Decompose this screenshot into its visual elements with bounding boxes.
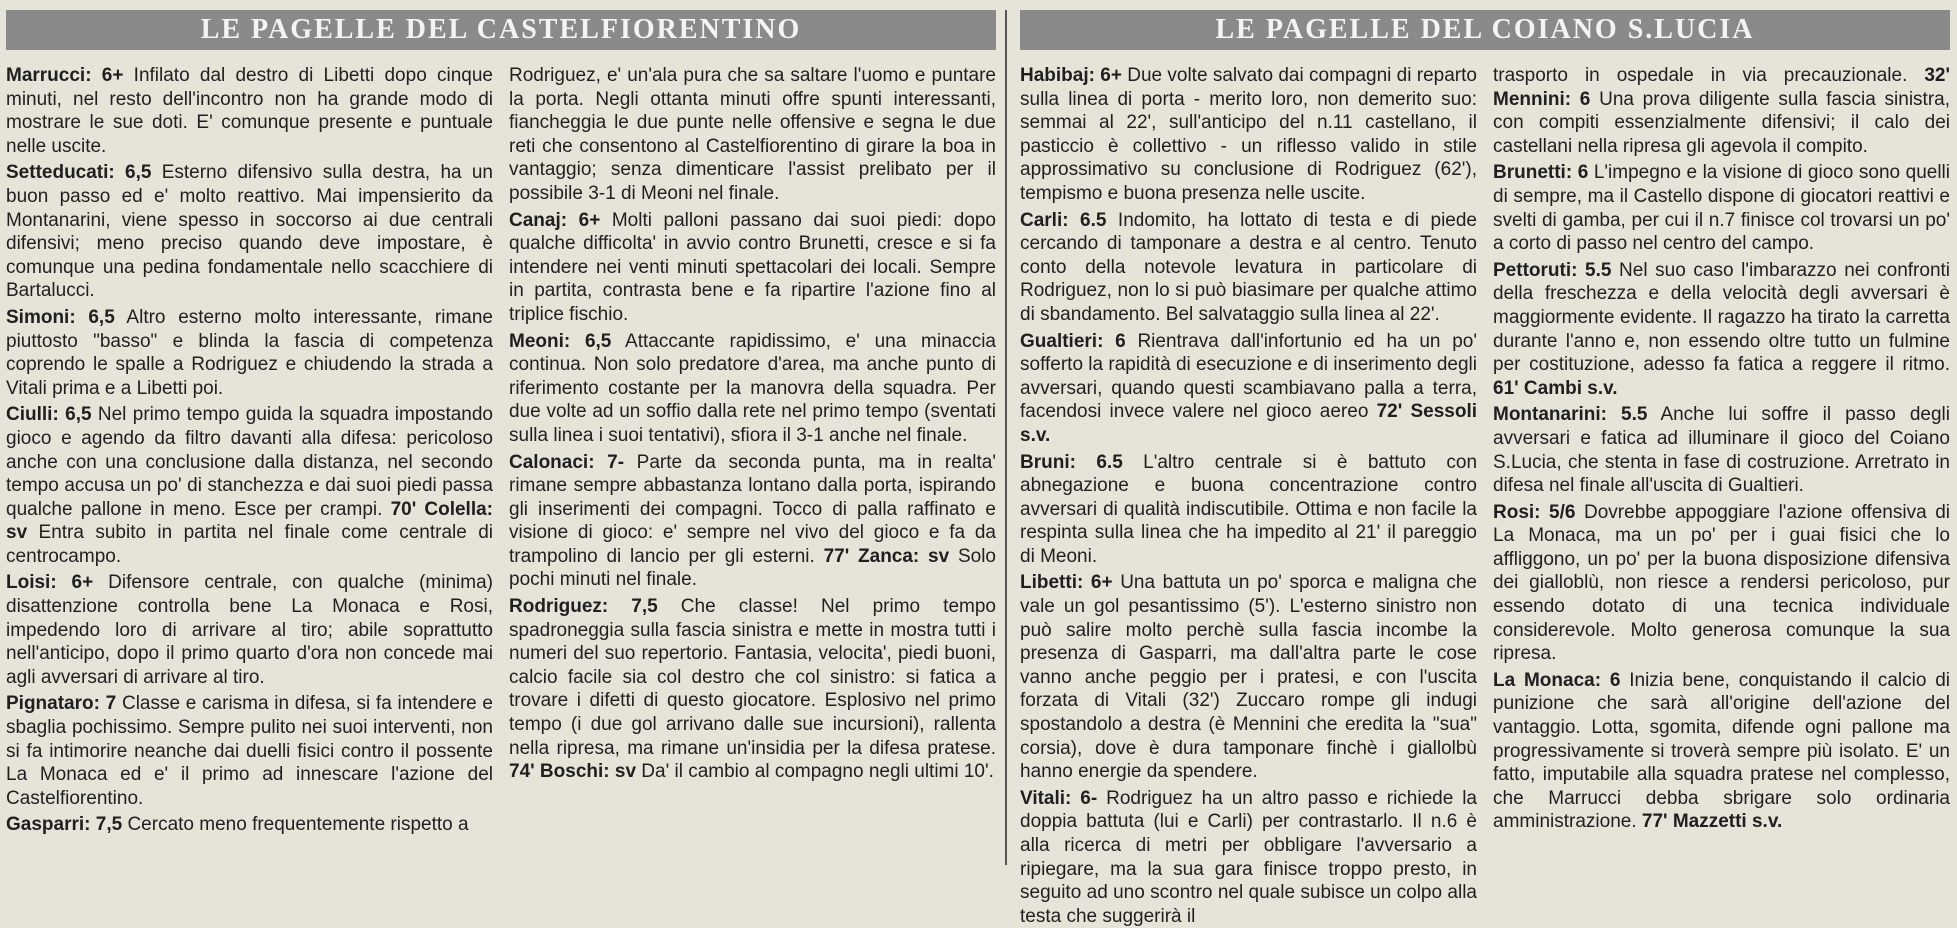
rating-text: Classe e carisma in difesa, si fa intendere e sbaglia pochissimo. Sempre pulito nei suoi interventi, non si fa intimorire neanche dai duelli fisici contro il possente La Monaca ed e' il primo ad innescare l'azione del Castelfiorentino. xyxy=(6,693,493,809)
player-rating xyxy=(509,64,996,206)
player-rating xyxy=(1493,669,1950,834)
player-rating xyxy=(6,161,493,303)
column xyxy=(1493,64,1950,864)
player-rating xyxy=(6,306,493,400)
player-name-score: Canaj: 6+ xyxy=(509,209,601,231)
rating-text: Cercato meno frequentemente rispetto a xyxy=(122,814,469,836)
column xyxy=(509,64,996,864)
rating-text: Solo pochi minuti nel finale. xyxy=(509,545,996,591)
player-name-score: Pettoruti: 5.5 xyxy=(1493,259,1612,281)
column-divider xyxy=(1005,10,1007,865)
rating-text: L'impegno e la visione di gioco sono quelli di sempre, ma il Castello dispone di giocatori reattivi e svelti di gamba, per cui il n.7 finisce col trovarsi un po' a corto di passo nel centro del campo. xyxy=(1493,162,1951,255)
player-name-score: Rosi: 5/6 xyxy=(1493,501,1576,523)
player-name-score: Bruni: 6.5 xyxy=(1020,451,1123,473)
player-name-score: 77' Mazzetti s.v. xyxy=(1641,811,1783,833)
player-rating xyxy=(1493,259,1950,401)
player-rating xyxy=(509,209,996,327)
castelfiorentino-ratings xyxy=(6,10,996,864)
rating-text: Molti palloni passano dai suoi piedi: dopo qualche difficolta' in avvio contro Brunetti, cresce e si fa intendere nei venti minuti spettacolari dei locali. Sempre in partita, contrasta bene e fa ripartire l'azione fino al triplice fischio. xyxy=(509,209,996,325)
rating-text: Una prova diligente sulla fascia sinistra, con compiti essenzialmente difensivi; il calo dei castellani nella ripresa gli agevola il compito. xyxy=(1493,88,1950,157)
rating-text: trasporto in ospedale in via precauzionale. xyxy=(1493,65,1925,86)
player-rating xyxy=(1020,787,1477,928)
player-rating xyxy=(6,692,493,810)
player-name-score: 61' Cambi s.v. xyxy=(1493,377,1618,399)
player-name-score: Rodriguez: 7,5 xyxy=(509,596,658,618)
rating-text: Parte da seconda punta, ma in realta' rimane sempre abbastanza lontano dalla porta, ispirando gli inserimenti dei compagni. Tocco di palla raffinato e visione di gioco: e' sempre nel vivo del gioco e fa da trampolino di lancio per gli esterni. xyxy=(509,451,996,567)
player-rating xyxy=(1493,161,1950,255)
player-name-score: Libetti: 6+ xyxy=(1020,572,1113,594)
player-name-score: Setteducati: 6,5 xyxy=(6,162,152,184)
column xyxy=(1020,64,1478,927)
rating-text: Nel suo caso l'imbarazzo nei confronti della freschezza e della velocità degli avversari è maggiormente evidente. Il ragazzo ha tirato la carretta durante l'anno e, non essendo oltre tutto un fulmine per costituzione, adesso fa fatica a reggere il ritmo. xyxy=(1493,259,1951,376)
player-rating xyxy=(1493,64,1950,158)
player-rating xyxy=(6,403,493,568)
player-name-score: Carli: 6.5 xyxy=(1020,209,1107,231)
rating-text: Dovrebbe appoggiare l'azione offensiva di La Monaca, ma un po' per i guai fisici che lo affliggono, un po' per la buona disposizione difensiva dei gialloblù, non riesce a rendersi pericoloso, pur essendo dotato di una tecnica individuale considerevole. Molto generosa comunque la sua ripresa. xyxy=(1493,501,1950,665)
player-rating xyxy=(6,813,493,837)
rating-text: Rodriguez ha un altro passo e richiede la doppia battuta (lui e Carli) per contrastarlo. Il n.6 è alla ricerca di metri per obbligare l'avversario a ripiegare, ma la sua gara finisce troppo presto, in seguito ad uno scontro nel quale subisce un colpo alla testa che suggerirà il xyxy=(1020,787,1477,927)
player-name-score: Gualtieri: 6 xyxy=(1020,330,1126,352)
player-rating xyxy=(1020,209,1477,327)
player-rating xyxy=(509,330,996,448)
rating-text: Altro esterno molto interessante, rimane piuttosto "basso" e blinda la fascia di competenza coprendo le spalle a Rodriguez e chiudendo la strada a Vitali prima e a Libetti poi. xyxy=(6,306,493,399)
player-rating xyxy=(1493,501,1950,666)
player-name-score: 70' Colella: sv xyxy=(6,498,494,544)
rating-text: Nel primo tempo guida la squadra impostando gioco e agendo da filtro davanti alla difesa: pericoloso anche con una conclusione dalla distanza, nel secondo tempo accusa un po' di stanchezza e dai suoi piedi passa qualche pallone in meno. Esce per crampi. xyxy=(6,404,493,520)
player-name-score: Marrucci: 6+ xyxy=(6,65,124,86)
rating-text: Attaccante rapidissimo, e' una minaccia continua. Non solo predatore d'area, ma anche punto di riferimento costante per la manovra della squadra. Per due volte ad un soffio dalla rete nel primo tempo (sventati sulla linea i suoi tentativi), sfiora il 3-1 anche nel finale. xyxy=(509,330,996,446)
player-name-score: Loisi: 6+ xyxy=(6,572,94,594)
rating-text: Da' il cambio al compagno negli ultimi 10'. xyxy=(636,761,994,783)
player-name-score: 77' Zanca: sv xyxy=(823,545,950,567)
player-rating xyxy=(6,64,493,158)
player-rating xyxy=(509,595,996,784)
player-name-score: Montanarini: 5.5 xyxy=(1493,404,1648,426)
player-name-score: 74' Boschi: sv xyxy=(509,761,637,783)
player-name-score: Habibaj: 6+ xyxy=(1020,65,1122,86)
rating-text: Una battuta un po' sporca e maligna che vale un gol pesantissimo (5'). L'esterno sinistro non può salire molto perchè sulla fascia incombe la presenza di Gasparri, ma dall'altra parte le cose vanno anche peggio per i pratesi, e con l'uscita forzata di Vitali (32') Zuccaro rompe gli indugi spostandolo a destra (è Mennini che eredita la "sua" corsia), dove è dura tamponare finchè i giallolbù hanno energie da spendere. xyxy=(1020,572,1477,783)
player-name-score: Vitali: 6- xyxy=(1020,787,1098,809)
rating-text: L'altro centrale si è battuto con abnegazione e buona concentrazione contro avversari di qualità indiscutibile. Ottima e non facile la respinta sulla linea che ha impedito al 21' il pareggio di Meoni. xyxy=(1020,451,1478,567)
coiano-ratings xyxy=(1020,10,1951,927)
player-rating xyxy=(509,451,996,593)
player-rating xyxy=(1020,571,1477,783)
rating-text: Entra subito in partita nel finale come centrale di centrocampo. xyxy=(6,522,493,567)
column xyxy=(6,64,493,864)
player-name-score: 72' Sessoli s.v. xyxy=(1020,401,1478,446)
rating-text: Esterno difensivo sulla destra, ha un buon passo ed e' molto reattivo. Mai impensierito da Montanarini, viene spesso in soccorso ai due centrali difensivi; meno preciso quando deve impostare, è comunque una pedina fondamentale nello scacchiere di Bartalucci. xyxy=(6,162,493,302)
rating-text: Che classe! Nel primo tempo spadroneggia sulla fascia sinistra e mette in mostra tutti i numeri del suo repertorio. Fantasia, velocita', piedi buoni, calcio facile sia col destro che col sinistro: si fatica a trovare i difetti di questo giocatore. Esplosivo nel primo tempo (i due gol arrivano dalle sue incursioni), rallenta nella ripresa, ma rimane un'insidia per la difesa pratese. xyxy=(509,596,996,759)
section-title: LE PAGELLE DEL CASTELFIORENTINO xyxy=(6,10,996,50)
player-name-score: Gasparri: 7,5 xyxy=(6,814,123,836)
player-name-score: Brunetti: 6 xyxy=(1493,162,1589,184)
player-rating xyxy=(1020,330,1477,448)
player-name-score: 32' Mennini: 6 xyxy=(1493,65,1950,110)
rating-text: Inizia bene, conquistando il calcio di punizione che sarà all'origine dell'azione del vantaggio. Lotta, sgomita, difende ogni pallone ma progressivamente si troverà sempre più isolato. E' un fatto, imputabile alla squadra pratese nel complesso, che Marrucci debba sbrigare solo ordinaria amministrazione. xyxy=(1493,669,1950,833)
rating-text: Anche lui soffre il passo degli avversari e fatica ad illuminare il gioco del Coiano S.Lucia, che stenta in fase di costruzione. Arretrato in difesa nel finale all'uscita di Gualtieri. xyxy=(1493,404,1951,497)
rating-text: Due volte salvato dai compagni di reparto sulla linea di porta - merito loro, non demerito suo: semmai al 22', sull'anticipo del n.11 castellano, il pasticcio è collettivo - un riflesso valido in stile approssimativo su conclusione di Rodriguez (62'), tempismo e buona presenza nelle uscite. xyxy=(1020,65,1477,204)
rating-text: Rientrava dall'infortunio ed ha un po' sofferto la rapidità di esecuzione e di inserimento degli avversari, quando questi scambiavano palla a terra, facendosi invece valere nel gioco aereo xyxy=(1020,330,1477,423)
player-name-score: Meoni: 6,5 xyxy=(509,330,612,352)
section-title: LE PAGELLE DEL COIANO S.LUCIA xyxy=(1020,10,1950,50)
player-rating xyxy=(1020,64,1477,206)
player-name-score: La Monaca: 6 xyxy=(1493,669,1621,691)
rating-text: Rodriguez, e' un'ala pura che sa saltare l'uomo e puntare la porta. Negli ottanta minuti offre spunti interessanti, fiancheggia le due punte nelle offensive e segna le due reti che consentono al Castelfiorentino di girare la boa in vantaggio; senza dimenticare l'assist prelibato per il possibile 3-1 di Meoni nel finale. xyxy=(509,65,996,204)
player-name-score: Ciulli: 6,5 xyxy=(6,404,92,426)
rating-text: Indomito, ha lottato di testa e di piede cercando di tamponare a destra e al centro. Tenuto conto della notevole levatura in particolare di Rodriguez, non lo si può biasimare per qualche attimo di sbandamento. Bel salvataggio sulla linea al 22'. xyxy=(1020,209,1477,325)
rating-text: Infilato dal destro di Libetti dopo cinque minuti, nel resto dell'incontro non ha grande modo di mostrare le sue doti. E' comunque presente e puntuale nelle uscite. xyxy=(6,65,493,157)
player-rating xyxy=(6,571,493,689)
player-name-score: Simoni: 6,5 xyxy=(6,306,115,328)
player-name-score: Pignataro: 7 xyxy=(6,693,117,715)
player-rating xyxy=(1020,451,1477,569)
rating-text: Difensore centrale, con qualche (minima) disattenzione controlla bene La Monaca e Rosi, impedendo loro di arrivare al tiro; abile soprattutto nell'anticipo, dopo il primo quarto d'ora non concede mai agli avversari di arrivare al tiro. xyxy=(6,572,493,688)
player-name-score: Calonaci: 7- xyxy=(509,451,625,473)
player-rating xyxy=(1493,403,1950,497)
